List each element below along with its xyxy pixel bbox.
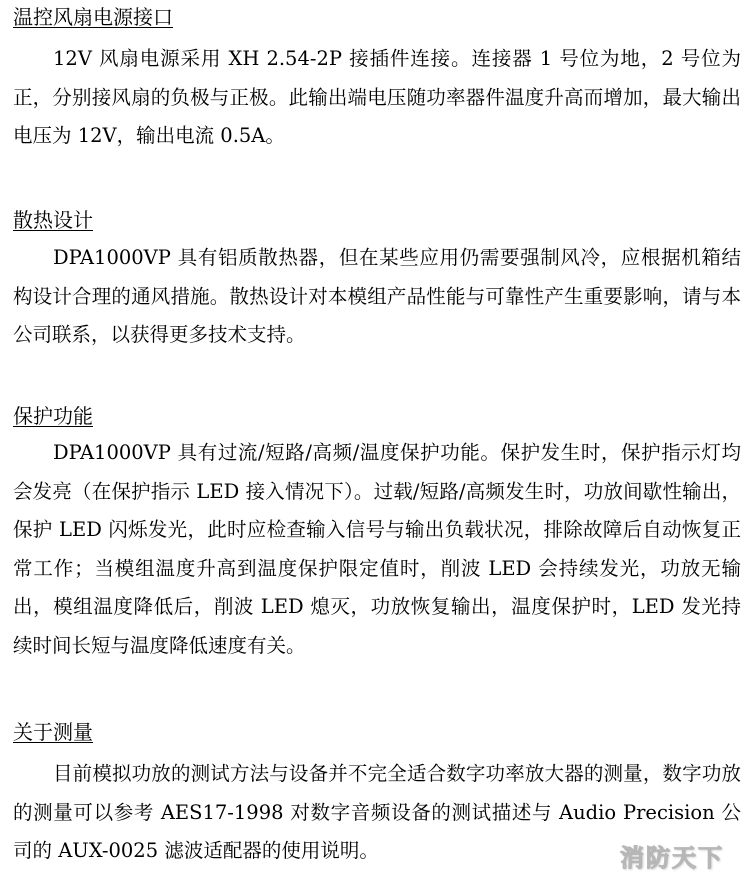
section-body-measurement: 目前模拟功放的测试方法与设备并不完全适合数字功率放大器的测量，数字功放的测量可以参考 AES17-1998 对数字音频设备的测试描述与 Audio Precision 公司的 AUX-0025 滤波适配器的使用说明。 — [13, 762, 741, 862]
watermark-logo: 消防天下 — [620, 844, 724, 872]
section-heading-heat-dissipation: 散热设计 — [13, 208, 93, 232]
section-body-fan-power: 12V 风扇电源采用 XH 2.54-2P 接插件连接。连接器 1 号位为地，2 号位为正，分别接风扇的负极与正极。此输出端电压随功率器件温度升高而增加，最大输出电压为 12V，输出电流 0.5A。 — [13, 47, 741, 147]
section-heading-fan-power: 温控风扇电源接口 — [13, 5, 173, 29]
section-body-protection: DPA1000VP 具有过流/短路/高频/温度保护功能。保护发生时，保护指示灯均会发亮（在保护指示 LED 接入情况下）。过载/短路/高频发生时，功放间歇性输出，保护 LED 闪烁发光，此时应检查输入信号与输出负载状况，排除故障后自动恢复正常工作；当模组温度升高到温度保护限定值时，削波 LED 会持续发光，功放无输出，模组温度降低后，削波 LED 熄灭，功放恢复输出，温度保护时，LED 发光持续时间长短与温度降低速度有关。 — [13, 441, 741, 657]
section-heading-measurement: 关于测量 — [13, 720, 93, 744]
section-body-heat-dissipation: DPA1000VP 具有铝质散热器，但在某些应用仍需要强制风冷，应根据机箱结构设计合理的通风措施。散热设计对本模组产品性能与可靠性产生重要影响，请与本公司联系，以获得更多技术支持。 — [13, 246, 741, 346]
section-heading-protection: 保护功能 — [13, 404, 93, 428]
